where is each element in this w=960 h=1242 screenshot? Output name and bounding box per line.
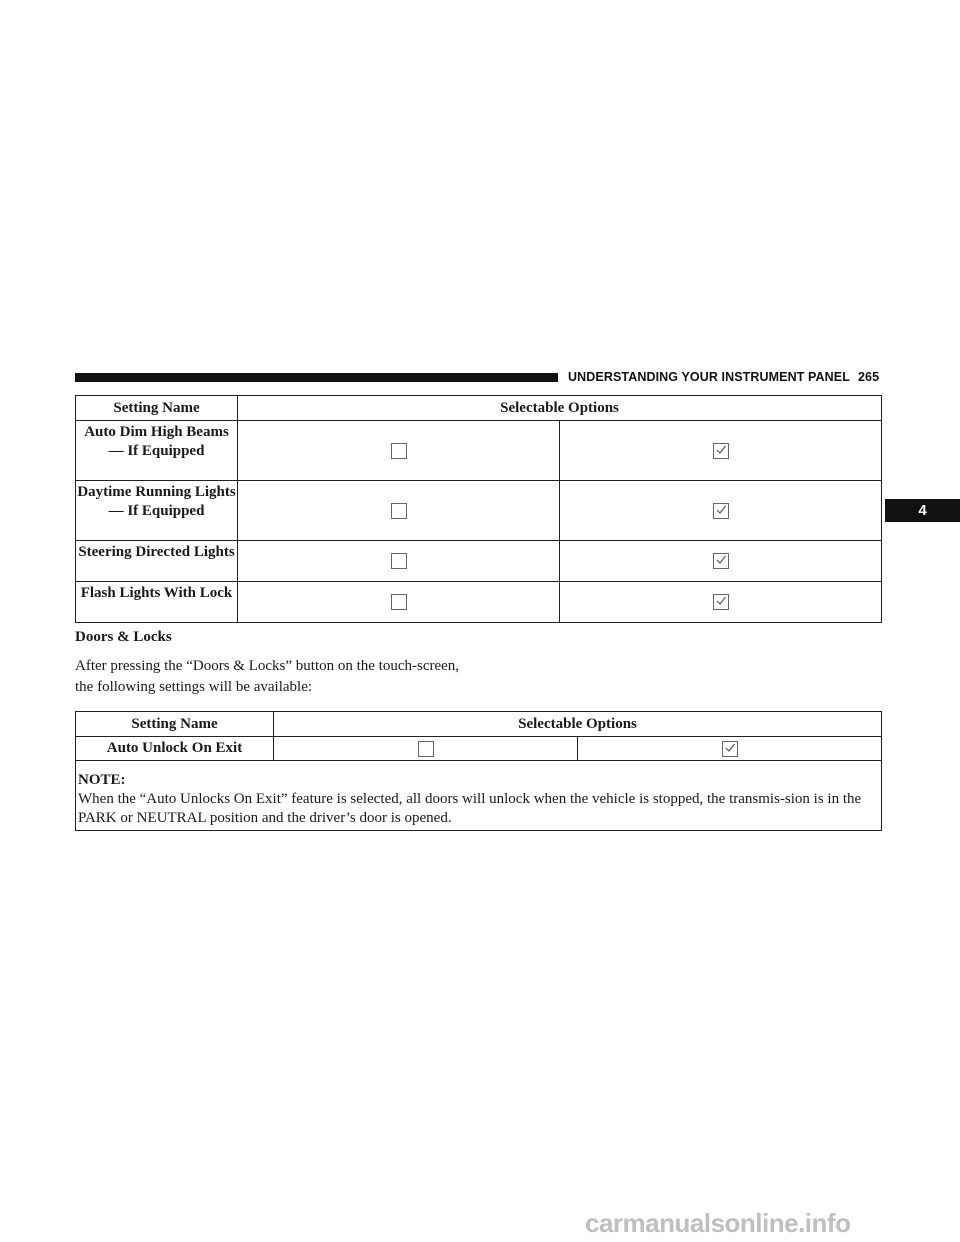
option-on-cell	[560, 421, 882, 481]
table-row	[76, 421, 882, 481]
setting-name: Auto Dim High Beams — If Equipped	[76, 421, 238, 481]
section-heading: Doors & Locks	[75, 629, 172, 645]
unchecked-box-icon[interactable]	[391, 553, 407, 569]
page-number: 265	[857, 370, 880, 384]
option-off-cell	[238, 582, 560, 623]
table-row	[76, 481, 882, 541]
option-off-cell	[238, 481, 560, 541]
option-off-cell	[238, 421, 560, 481]
unchecked-box-icon[interactable]	[418, 741, 434, 757]
col-header-setting: Setting Name	[76, 712, 274, 737]
table-row	[76, 541, 882, 582]
col-header-options: Selectable Options	[274, 712, 882, 737]
setting-name: Daytime Running Lights — If Equipped	[76, 481, 238, 541]
header-rule	[75, 373, 558, 382]
watermark: carmanualsonline.info	[585, 1208, 851, 1238]
setting-name: Flash Lights With Lock	[76, 582, 238, 623]
unchecked-box-icon[interactable]	[391, 594, 407, 610]
chapter-tab: 4	[885, 499, 960, 522]
checked-box-icon[interactable]	[713, 503, 729, 519]
table-row	[76, 582, 882, 623]
unchecked-box-icon[interactable]	[391, 503, 407, 519]
note-label: NOTE:	[78, 772, 126, 788]
checked-box-icon[interactable]	[722, 741, 738, 757]
checked-box-icon[interactable]	[713, 443, 729, 459]
option-off-cell	[274, 737, 578, 761]
page-header	[568, 370, 879, 384]
note-row	[76, 761, 882, 831]
col-header-setting: Setting Name	[76, 396, 238, 421]
note-text: When the “Auto Unlocks On Exit” feature is selected, all doors will unlock when the vehicle is stopped, the transmis-sion is in the PARK or NEUTRAL position and the driver’s door is opened.	[78, 791, 862, 826]
option-on-cell	[560, 541, 882, 582]
table-header-row	[76, 712, 882, 737]
checked-box-icon[interactable]	[713, 594, 729, 610]
header-title: UNDERSTANDING YOUR INSTRUMENT PANEL	[568, 370, 850, 384]
setting-name: Auto Unlock On Exit	[76, 737, 274, 761]
table-row	[76, 737, 882, 761]
unchecked-box-icon[interactable]	[391, 443, 407, 459]
setting-name: Steering Directed Lights	[76, 541, 238, 582]
option-on-cell	[578, 737, 882, 761]
checked-box-icon[interactable]	[713, 553, 729, 569]
section-body: After pressing the “Doors & Locks” button on the touch-screen, the following settings will be available:	[75, 658, 460, 695]
col-header-options: Selectable Options	[238, 396, 882, 421]
option-on-cell	[560, 481, 882, 541]
table-header-row	[76, 396, 882, 421]
option-off-cell	[238, 541, 560, 582]
note-cell	[76, 761, 882, 831]
lights-settings-table	[75, 395, 882, 623]
option-on-cell	[560, 582, 882, 623]
doors-locks-settings-table	[75, 711, 882, 831]
